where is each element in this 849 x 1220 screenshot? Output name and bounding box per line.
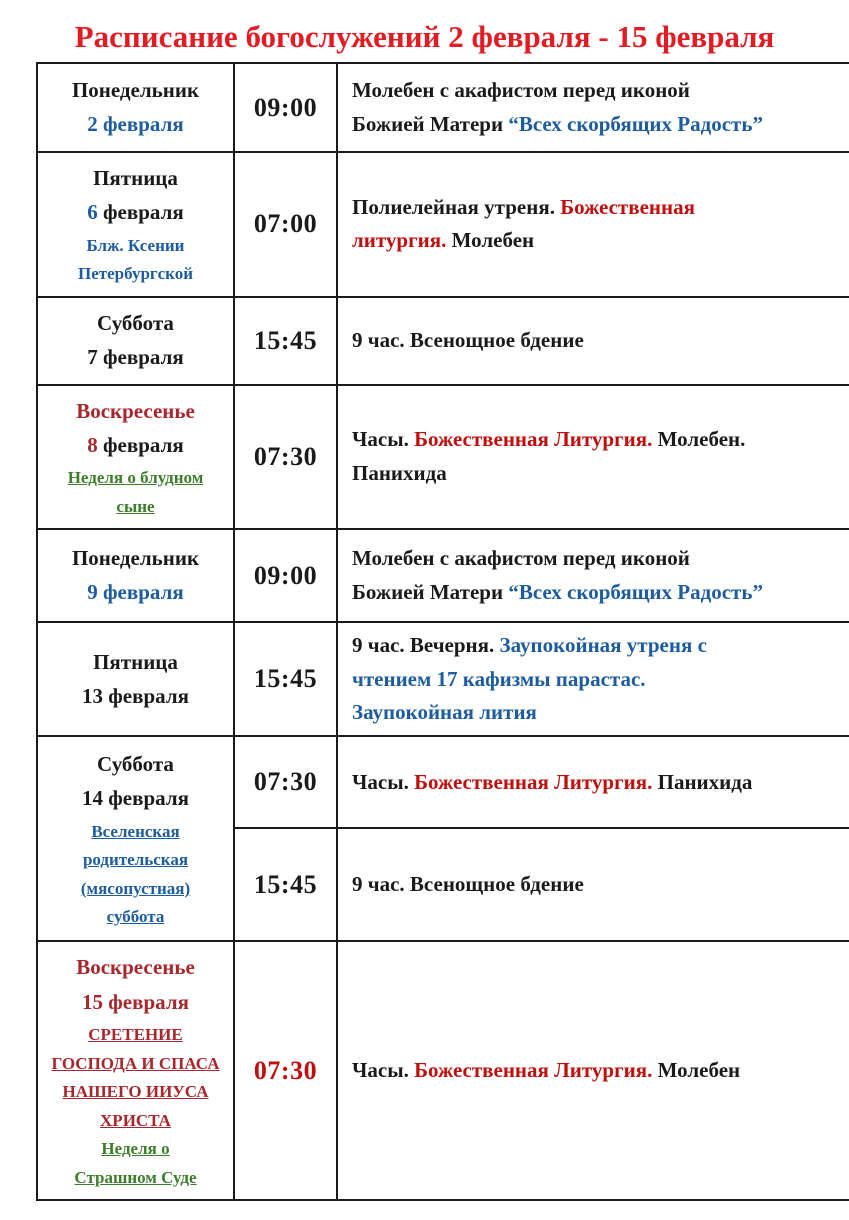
- text-segment: Пятница: [93, 166, 178, 191]
- text-segment: Божией Матери: [352, 579, 509, 604]
- text-segment: Молебен: [652, 1058, 741, 1083]
- day-cell: [37, 63, 234, 152]
- day-line: [42, 953, 229, 982]
- day-line: [42, 76, 229, 105]
- service-line: [352, 74, 849, 108]
- time-cell: 07:30: [234, 941, 337, 1200]
- day-line: [42, 343, 229, 372]
- text-segment: 9 февраля: [87, 580, 184, 605]
- schedule-table: [36, 62, 849, 1201]
- text-segment: февраля: [97, 433, 184, 458]
- table-row: [37, 941, 849, 1200]
- page-title: Расписание богослужений 2 февраля - 15 февраля: [74, 19, 775, 54]
- service-line: [352, 457, 849, 491]
- day-line: [42, 164, 229, 193]
- time-cell: 09:00: [234, 63, 337, 152]
- day-line: [42, 988, 229, 1017]
- text-segment: Воскресенье: [76, 398, 195, 423]
- service-line: [352, 576, 849, 610]
- text-segment: Петербургской: [77, 264, 194, 284]
- text-segment: Страшном Суде: [74, 1167, 197, 1187]
- page: [0, 20, 849, 1220]
- text-segment: 9 час. Всенощное бдение: [352, 327, 584, 352]
- text-segment: Понедельник: [71, 546, 200, 571]
- text-segment: Молебен с акафистом перед иконой: [352, 546, 690, 571]
- service-line: [352, 868, 849, 902]
- service-line: [352, 629, 849, 663]
- day-line: [42, 465, 229, 491]
- day-cell: [37, 297, 234, 385]
- text-segment: Панихида: [652, 769, 753, 794]
- day-line: [42, 1051, 229, 1077]
- text-segment: Божественная Литургия.: [414, 769, 653, 794]
- text-segment: 9 час. Всенощное бдение: [352, 872, 584, 897]
- text-segment: 13 февраля: [82, 683, 189, 708]
- text-segment: Часы.: [352, 1058, 415, 1083]
- day-line: [42, 309, 229, 338]
- day-line: [42, 233, 229, 259]
- service-line: [352, 1054, 849, 1088]
- service-cell: [337, 828, 849, 941]
- day-cell: [37, 622, 234, 736]
- time-cell: 07:30: [234, 385, 337, 530]
- table-row: [37, 152, 849, 297]
- text-segment: Молебен: [446, 228, 535, 253]
- text-segment: 9 час. Вечерня.: [352, 633, 500, 658]
- text-segment: 14 февраля: [82, 786, 189, 811]
- service-cell: [337, 622, 849, 736]
- day-cell: [37, 736, 234, 941]
- table-row: [37, 297, 849, 385]
- text-segment: Заупокойная утреня с: [499, 633, 707, 658]
- table-row: [37, 736, 849, 828]
- day-line: [42, 876, 229, 902]
- text-segment: ГОСПОДА И СПАСА: [51, 1053, 220, 1073]
- text-segment: (мясопустная): [80, 878, 191, 898]
- service-line: [352, 696, 849, 730]
- day-line: [42, 578, 229, 607]
- day-line: [42, 198, 229, 227]
- time-cell: 07:00: [234, 152, 337, 297]
- service-cell: [337, 152, 849, 297]
- text-segment: Молебен.: [652, 427, 746, 452]
- day-line: [42, 544, 229, 573]
- text-segment: Воскресенье: [76, 955, 195, 980]
- service-cell: [337, 529, 849, 622]
- text-segment: ХРИСТА: [100, 1110, 171, 1130]
- service-line: [352, 191, 849, 225]
- time-cell: 07:30: [234, 736, 337, 828]
- text-segment: 8: [87, 433, 98, 458]
- day-line: [42, 1079, 229, 1105]
- service-line: [352, 663, 849, 697]
- service-cell: [337, 736, 849, 828]
- day-line: [42, 904, 229, 930]
- day-line: [42, 261, 229, 287]
- day-line: [42, 1022, 229, 1048]
- text-segment: Божественная: [560, 194, 695, 219]
- time-cell: 15:45: [234, 297, 337, 385]
- text-segment: Блж. Ксении: [86, 235, 185, 255]
- day-line: [42, 397, 229, 426]
- day-line: [42, 847, 229, 873]
- text-segment: Полиелейная утреня.: [352, 194, 561, 219]
- service-line: [352, 108, 849, 142]
- day-cell: [37, 941, 234, 1200]
- text-segment: февраля: [97, 200, 184, 225]
- day-cell: [37, 385, 234, 530]
- text-segment: Неделя о блудном: [67, 468, 204, 488]
- text-segment: литургия.: [352, 228, 447, 253]
- day-cell: [37, 152, 234, 297]
- time-cell: 09:00: [234, 529, 337, 622]
- text-segment: 7 февраля: [87, 345, 184, 370]
- text-segment: 15 февраля: [82, 989, 189, 1014]
- service-cell: [337, 385, 849, 530]
- text-segment: 2 февраля: [87, 112, 184, 137]
- day-line: [42, 431, 229, 460]
- text-segment: сыне: [116, 496, 155, 516]
- day-line: [42, 784, 229, 813]
- service-line: [352, 324, 849, 358]
- text-segment: Неделя о: [101, 1139, 170, 1159]
- time-cell: 15:45: [234, 828, 337, 941]
- text-segment: Суббота: [97, 310, 174, 335]
- day-cell: [37, 529, 234, 622]
- day-line: [42, 750, 229, 779]
- text-segment: Панихида: [352, 461, 447, 486]
- day-line: [42, 1108, 229, 1134]
- text-segment: Заупокойная лития: [352, 700, 537, 725]
- text-segment: Божией Матери: [352, 111, 509, 136]
- table-row: [37, 63, 849, 152]
- table-row: [37, 385, 849, 530]
- text-segment: чтением 17 кафизмы парастас.: [352, 666, 646, 691]
- text-segment: СРЕТЕНИЕ: [88, 1025, 183, 1045]
- text-segment: Понедельник: [71, 77, 200, 102]
- text-segment: “Всех скорбящих Радость”: [508, 579, 763, 604]
- service-line: [352, 423, 849, 457]
- day-line: [42, 1136, 229, 1162]
- text-segment: Пятница: [93, 649, 178, 674]
- text-segment: родительская: [82, 850, 189, 870]
- text-segment: Молебен с акафистом перед иконой: [352, 78, 690, 102]
- text-segment: Божественная Литургия.: [414, 427, 653, 452]
- text-segment: суббота: [106, 907, 165, 927]
- table-row: [37, 529, 849, 622]
- day-line: [42, 494, 229, 520]
- service-cell: [337, 941, 849, 1200]
- day-line: [42, 1165, 229, 1191]
- service-cell: [337, 63, 849, 152]
- day-line: [42, 682, 229, 711]
- service-cell: [337, 297, 849, 385]
- time-cell: 15:45: [234, 622, 337, 736]
- schedule-table-body: [37, 63, 849, 1200]
- text-segment: 6: [87, 200, 98, 225]
- service-line: [352, 224, 849, 258]
- service-line: [352, 766, 849, 800]
- table-row: [37, 622, 849, 736]
- text-segment: Вселенская: [91, 821, 180, 841]
- text-segment: “Всех скорбящих Радость”: [508, 111, 763, 136]
- day-line: [42, 110, 229, 139]
- day-line: [42, 819, 229, 845]
- text-segment: Часы.: [352, 769, 415, 794]
- service-line: [352, 542, 849, 576]
- day-line: [42, 648, 229, 677]
- text-segment: Божественная Литургия.: [414, 1058, 653, 1083]
- text-segment: Суббота: [97, 752, 174, 777]
- text-segment: Часы.: [352, 427, 415, 452]
- text-segment: НАШЕГО ИИУСА: [62, 1082, 209, 1102]
